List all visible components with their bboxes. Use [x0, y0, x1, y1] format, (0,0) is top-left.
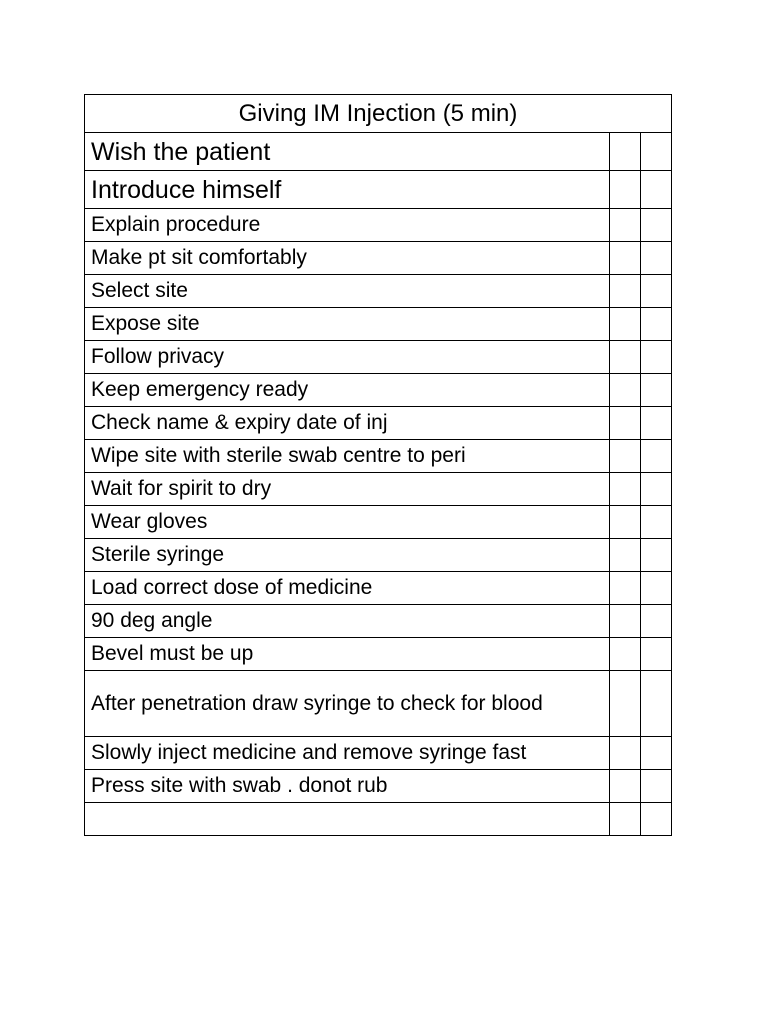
checklist-item: Make pt sit comfortably — [85, 242, 610, 275]
check-box[interactable] — [640, 440, 671, 473]
check-box[interactable] — [640, 308, 671, 341]
checklist-row — [85, 308, 672, 341]
check-box[interactable] — [609, 737, 640, 770]
check-box[interactable] — [609, 638, 640, 671]
checklist-item: Load correct dose of medicine — [85, 572, 610, 605]
check-box[interactable] — [609, 374, 640, 407]
checklist-row — [85, 133, 672, 171]
check-box[interactable] — [609, 133, 640, 171]
checklist-item: Bevel must be up — [85, 638, 610, 671]
checklist-item: Wait for spirit to dry — [85, 473, 610, 506]
checklist-title-row — [85, 95, 672, 133]
check-box[interactable] — [640, 275, 671, 308]
check-box[interactable] — [640, 242, 671, 275]
check-box[interactable] — [640, 407, 671, 440]
check-box[interactable] — [609, 275, 640, 308]
check-box[interactable] — [609, 539, 640, 572]
check-box[interactable] — [609, 308, 640, 341]
checklist-row — [85, 539, 672, 572]
checklist-item: Keep emergency ready — [85, 374, 610, 407]
check-box[interactable] — [640, 374, 671, 407]
checklist-item: Follow privacy — [85, 341, 610, 374]
check-box[interactable] — [640, 671, 671, 737]
checklist-row — [85, 770, 672, 803]
check-box[interactable] — [609, 440, 640, 473]
checklist-row — [85, 803, 672, 836]
checklist-row — [85, 209, 672, 242]
check-box[interactable] — [640, 133, 671, 171]
check-box[interactable] — [640, 638, 671, 671]
check-box[interactable] — [640, 770, 671, 803]
checklist-item: Wish the patient — [85, 133, 610, 171]
check-box[interactable] — [609, 803, 640, 836]
check-box[interactable] — [640, 572, 671, 605]
check-box[interactable] — [640, 209, 671, 242]
checklist-item: Press site with swab . donot rub — [85, 770, 610, 803]
checklist-item: Sterile syringe — [85, 539, 610, 572]
checklist-row — [85, 407, 672, 440]
check-box[interactable] — [640, 506, 671, 539]
check-box[interactable] — [640, 473, 671, 506]
checklist-row — [85, 341, 672, 374]
check-box[interactable] — [609, 341, 640, 374]
checklist-row — [85, 242, 672, 275]
checklist-item: Explain procedure — [85, 209, 610, 242]
check-box[interactable] — [640, 341, 671, 374]
checklist-row — [85, 473, 672, 506]
checklist-title: Giving IM Injection (5 min) — [85, 95, 672, 133]
checklist-row — [85, 671, 672, 737]
checklist-item-empty — [85, 803, 610, 836]
checklist-item: Wear gloves — [85, 506, 610, 539]
checklist-item: Introduce himself — [85, 171, 610, 209]
checklist-row — [85, 638, 672, 671]
checklist-item: After penetration draw syringe to check for blood — [85, 671, 610, 737]
check-box[interactable] — [609, 770, 640, 803]
checklist-row — [85, 572, 672, 605]
checklist-row — [85, 275, 672, 308]
checklist-row — [85, 605, 672, 638]
check-box[interactable] — [609, 171, 640, 209]
check-box[interactable] — [609, 671, 640, 737]
check-box[interactable] — [609, 407, 640, 440]
checklist-row — [85, 506, 672, 539]
check-box[interactable] — [640, 803, 671, 836]
check-box[interactable] — [609, 209, 640, 242]
check-box[interactable] — [609, 506, 640, 539]
checklist-table — [84, 94, 672, 836]
checklist-row — [85, 171, 672, 209]
checklist-row — [85, 374, 672, 407]
check-box[interactable] — [609, 473, 640, 506]
check-box[interactable] — [609, 572, 640, 605]
check-box[interactable] — [640, 539, 671, 572]
checklist-row — [85, 440, 672, 473]
checklist-item: Slowly inject medicine and remove syringe fast — [85, 737, 610, 770]
checklist-row — [85, 737, 672, 770]
checklist-item: Check name & expiry date of inj — [85, 407, 610, 440]
check-box[interactable] — [609, 242, 640, 275]
checklist-item: Select site — [85, 275, 610, 308]
check-box[interactable] — [640, 171, 671, 209]
check-box[interactable] — [640, 737, 671, 770]
checklist-item: Expose site — [85, 308, 610, 341]
check-box[interactable] — [640, 605, 671, 638]
checklist-item: Wipe site with sterile swab centre to peri — [85, 440, 610, 473]
check-box[interactable] — [609, 605, 640, 638]
checklist-item: 90 deg angle — [85, 605, 610, 638]
